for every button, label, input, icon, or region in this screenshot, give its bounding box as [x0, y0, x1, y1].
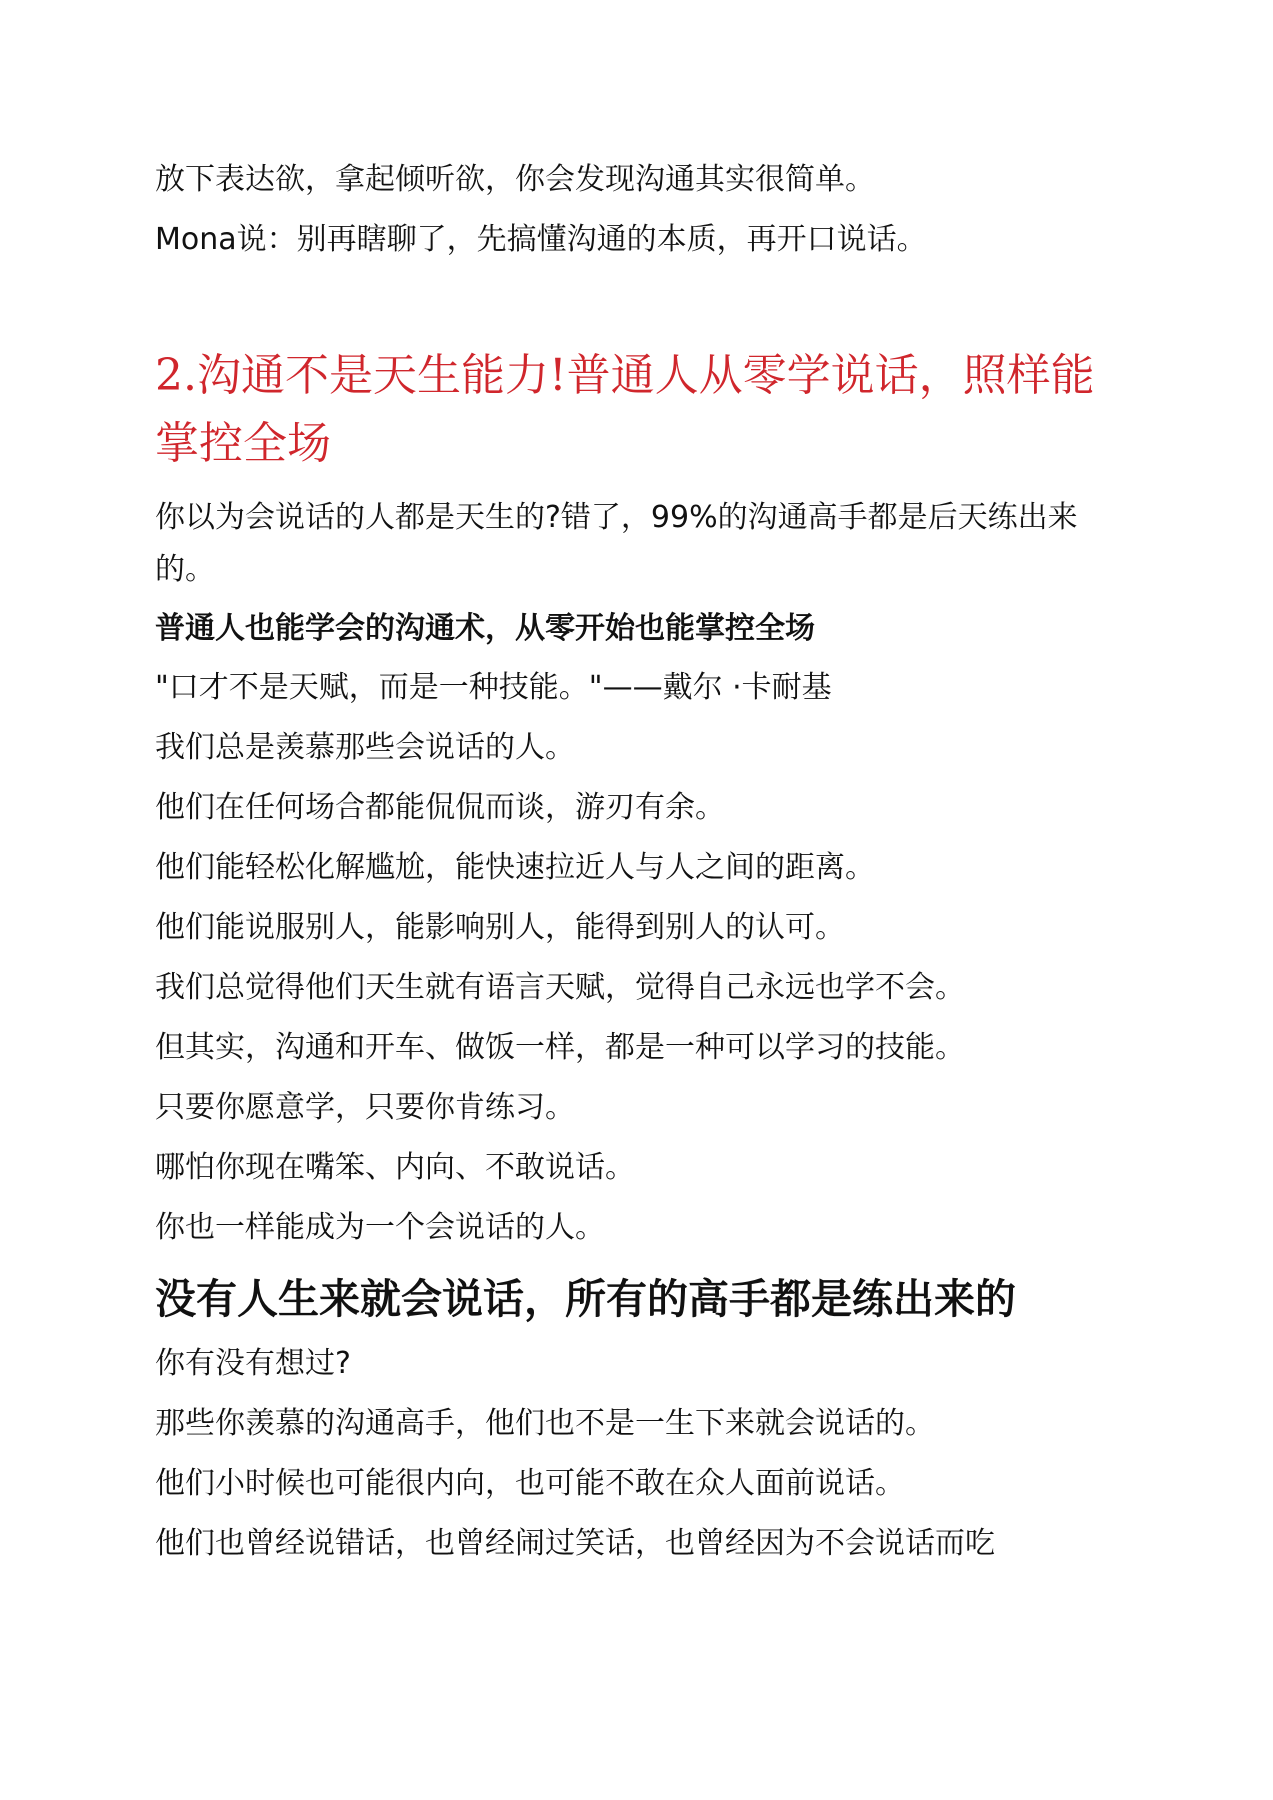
intro-line-2: Mona说：别再瞎聊了，先搞懂沟通的本质，再开口说话。 — [155, 222, 927, 257]
section-heading: 2.沟通不是天生能力!普通人从零学说话，照样能掌控全场 — [155, 350, 1095, 469]
section2-heading: 没有人生来就会说话，所有的高手都是练出来的 — [155, 1275, 1016, 1323]
section-lead: 你以为会说话的人都是天生的?错了，99%的沟通高手都是后天练出来的。 — [155, 500, 1078, 587]
body-line: 他们也曾经说错话，也曾经闹过笑话，也曾经因为不会说话而吃 — [155, 1526, 995, 1561]
carnegie-quote: "口才不是天赋，而是一种技能。"——戴尔 ·卡耐基 — [155, 670, 832, 705]
body-line: 哪怕你现在嘴笨、内向、不敢说话。 — [155, 1150, 635, 1185]
body-line: 他们小时候也可能很内向，也可能不敢在众人面前说话。 — [155, 1466, 905, 1501]
body-line: 但其实，沟通和开车、做饭一样，都是一种可以学习的技能。 — [155, 1030, 965, 1065]
spacer — [155, 270, 1120, 342]
body-line: 我们总觉得他们天生就有语言天赋，觉得自己永远也学不会。 — [155, 970, 965, 1005]
body-line: 你有没有想过? — [155, 1346, 351, 1381]
body-line: 那些你羡慕的沟通高手，他们也不是一生下来就会说话的。 — [155, 1406, 935, 1441]
body-line: 你也一样能成为一个会说话的人。 — [155, 1210, 605, 1245]
body-line: 他们在任何场合都能侃侃而谈，游刃有余。 — [155, 790, 725, 825]
intro-line-1: 放下表达欲，拿起倾听欲，你会发现沟通其实很简单。 — [155, 162, 875, 197]
document-page — [155, 150, 1120, 1574]
body-line: 我们总是羡慕那些会说话的人。 — [155, 730, 575, 765]
body-line: 只要你愿意学，只要你肯练习。 — [155, 1090, 575, 1125]
body-line: 他们能说服别人，能影响别人，能得到别人的认可。 — [155, 910, 845, 945]
body-line: 他们能轻松化解尴尬，能快速拉近人与人之间的距离。 — [155, 850, 875, 885]
section-subheading: 普通人也能学会的沟通术，从零开始也能掌控全场 — [155, 611, 815, 646]
